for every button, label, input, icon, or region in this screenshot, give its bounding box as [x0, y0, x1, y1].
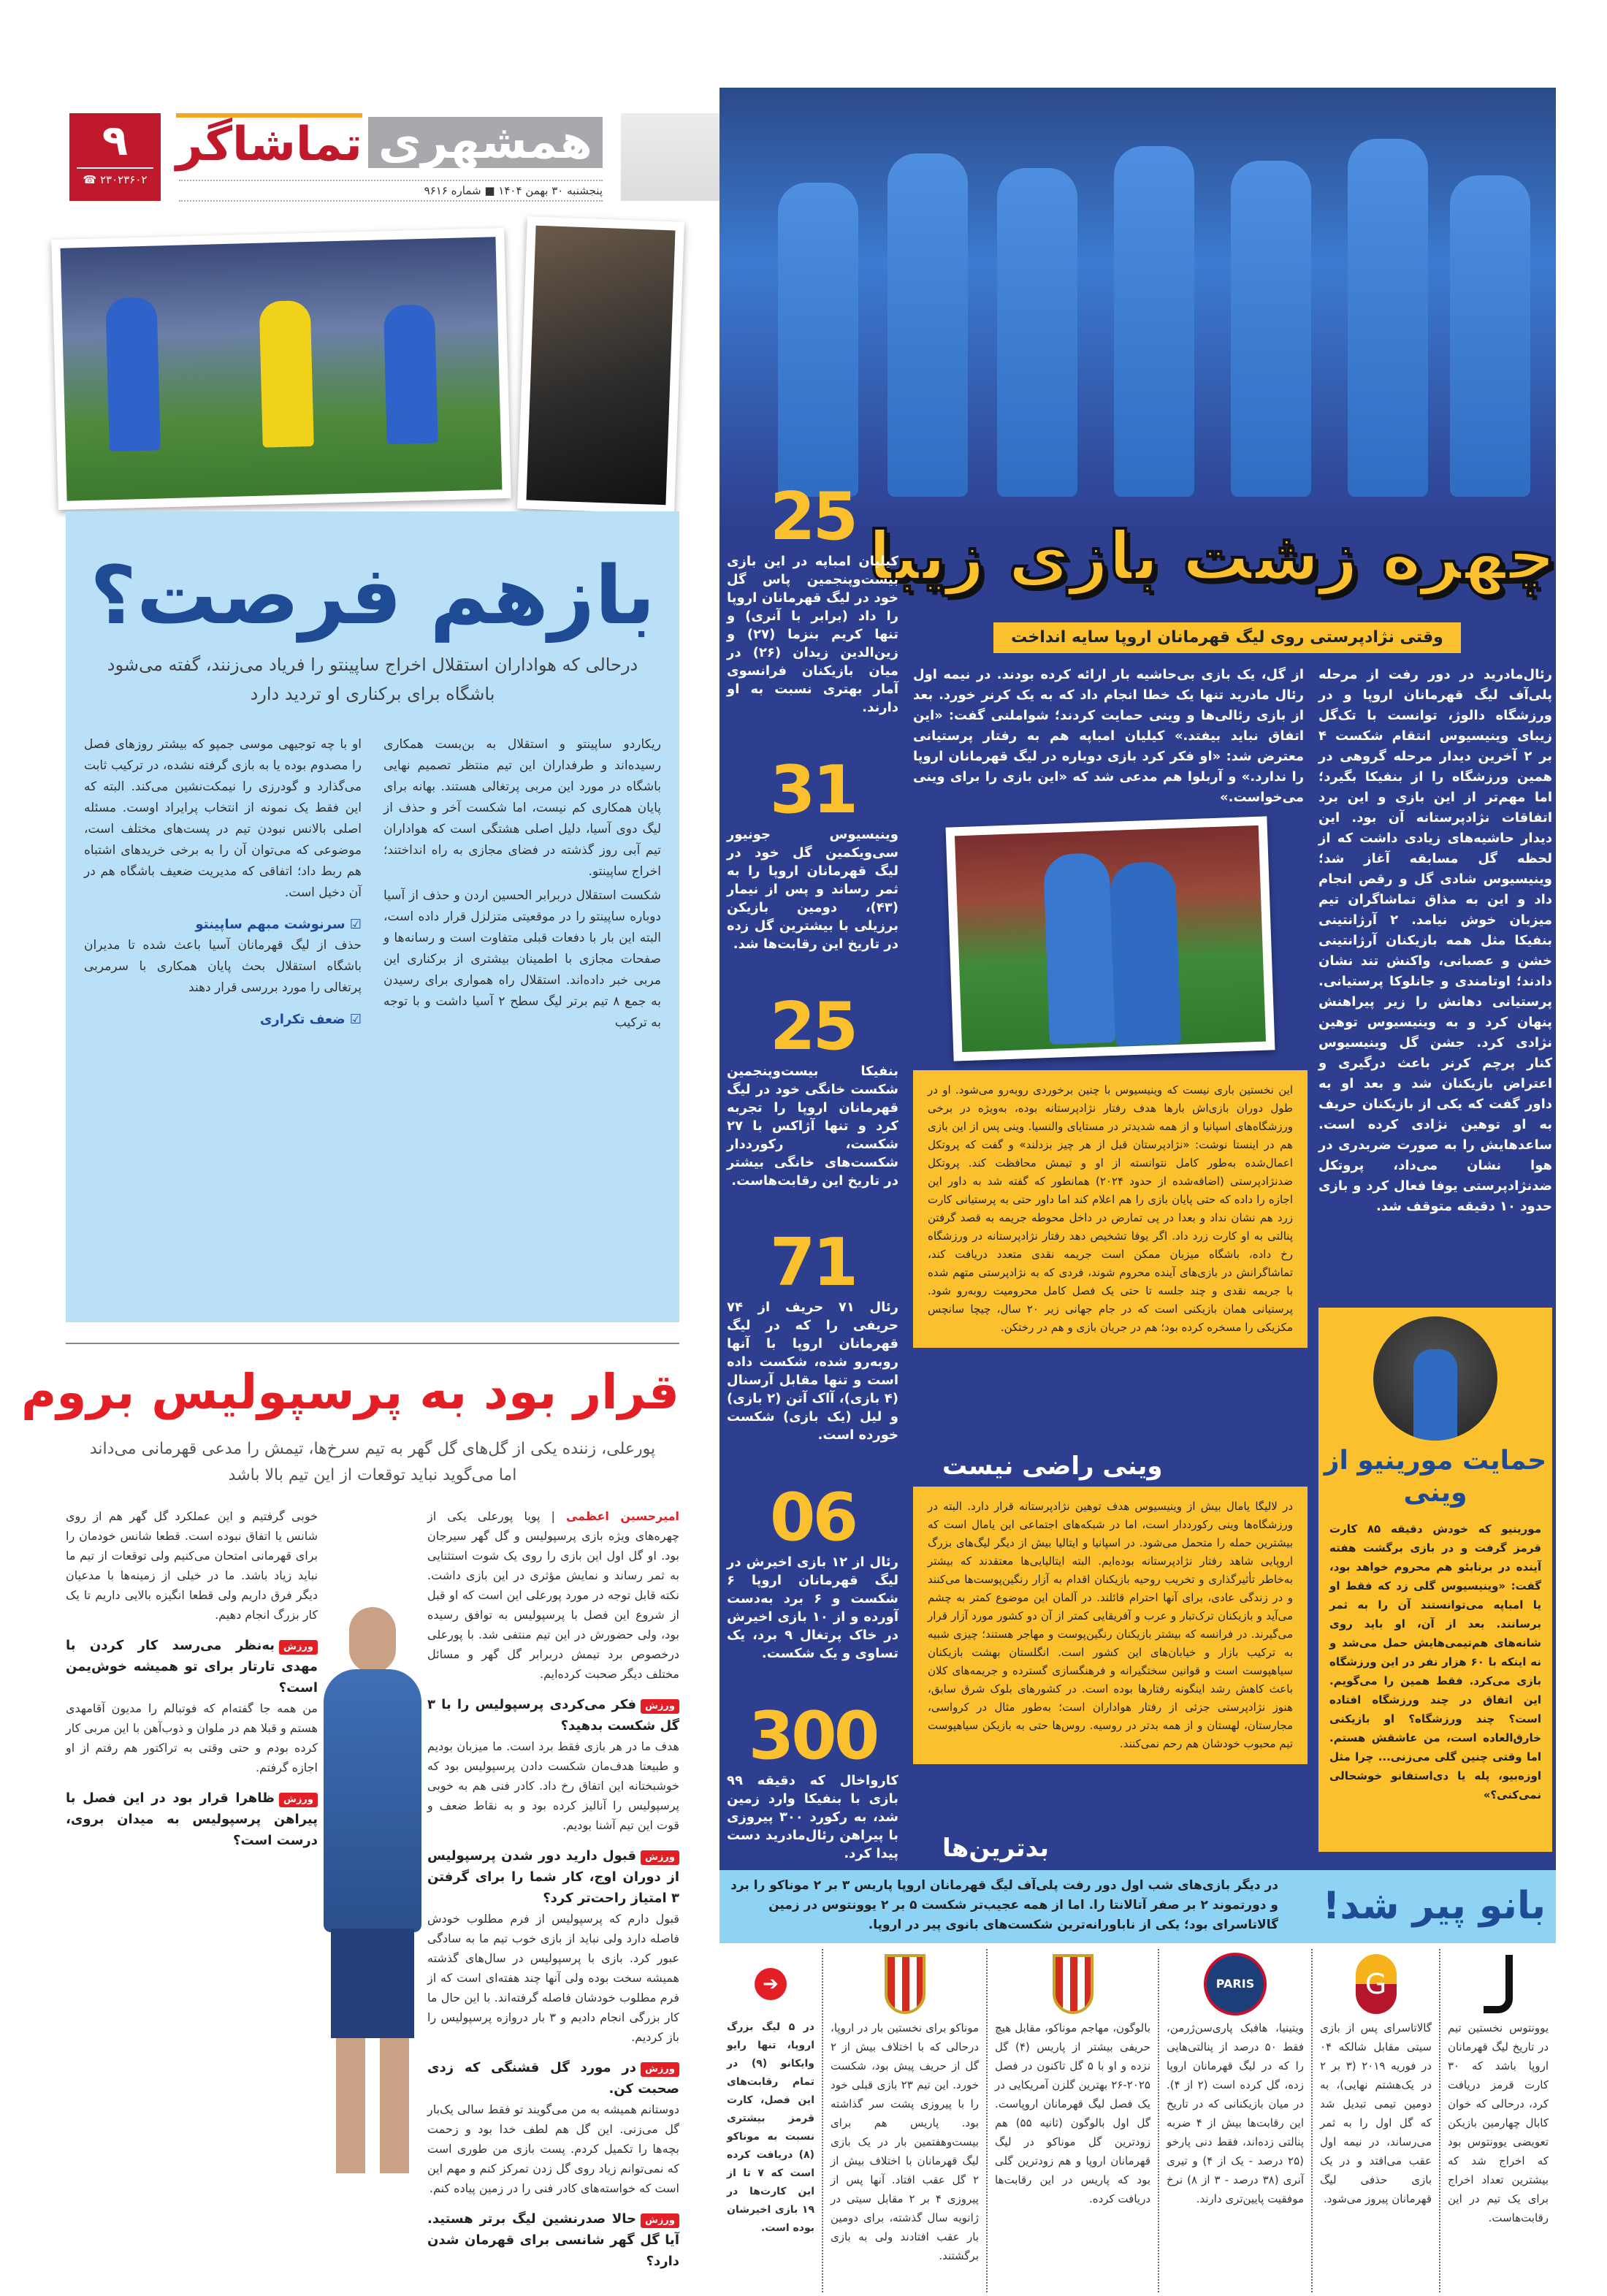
mourinho-box: [1318, 1308, 1552, 1852]
psg-logo: PARIS: [1167, 1949, 1304, 2018]
strip-title: بانو پیر شد!: [1322, 1884, 1546, 1928]
club-fact: بالوگون، مهاجم موناکو، مقابل هیچ حریفی بیشتر از پاریس (۴) گل نزده و او با ۵ گل تاکنون در فصل ۲۰۲۵-۲۶ بهترین گلزن آمریکایی در یک فصل لیگ قهرمانان اروپاست. گل اول بالوگون (ثانیه ۵۵) هم زودترین گل موناکو در لیگ قهرمانان اروپا و هم زودترین گلی بود که پاریس در این رقابت‌ها دریافت کرده.: [986, 1949, 1158, 2292]
box-title: حمایت مورینیو از وینی: [1324, 1446, 1547, 1508]
stat-item: 25 بنفیکا بیست‌وپنجمین شکست خانگی خود در لیگ قهرمانان اروپا را تجربه کرد و تنها آژاکس با ۲۷ شکست، رکورددار شکست‌های خانگی بیشتر در تاریخ این رقابت‌هاست.: [727, 988, 898, 1189]
article-deck: پورعلی، زننده یکی از گل‌های گل گهر به تیم سرخ‌ها، تیمش را مدعی قهرمانی می‌داند اما می‌گوید نباید توقعات از این تیم بالا باشد: [89, 1440, 656, 1484]
newspaper-logo: [175, 102, 603, 183]
real-madrid-players-photo: [719, 88, 1556, 526]
phone-icon: ☎: [83, 173, 97, 186]
stats-column: [727, 478, 899, 1863]
question: ورزشفکر می‌کردی پرسپولیس را با ۳ گل شکست بدهید؟: [427, 1697, 679, 1734]
stat-item: 300 کارواخال که دقیقه ۹۹ بازی با بنفیکا وارد زمین شد، به رکورد ۳۰۰ پیروزی با پیراهن رئال‌مادرید دست پیدا کرد.: [727, 1697, 898, 1861]
article-title: قرار بود به پرسپولیس بروم: [21, 1364, 679, 1420]
article-deck: درحالی که هواداران استقلال اخراج ساپینتو را فریاد می‌زنند، گفته می‌شود باشگاه برای برکناری او تردید دارد: [107, 655, 638, 704]
stat-item: 06 رئال از ۱۲ بازی اخیرش در لیگ قهرمانان اروپا ۶ شکست و ۶ برد به‌دست آورده و از ۱۰ بازی اخیرش در خاک پرتغال ۹ برد، یک تساوی و یک شکست.: [727, 1479, 898, 1662]
article-column: او با چه توجیهی موسی جمپو که بیشتر روزهای فصل را مصدوم بوده یا به بازی گرفته نشده، در ترکیب ثابت می‌گذارد و گودرزی را نیمکت‌نشین می‌کند. البته که این فقط یک نمونه از انتخاب پرایراد اوست. مسئله اصلی بالانس نبودن تیم در پست‌های مختلف است، موضوعی که می‌توان آن را به برخی خریدهای اشتباه هم ربط داد؛ اتفاقی که مدیریت ضعیف باشگاه هم در آن دخیل است. ☑ سرنوشت مبهم ساپینتو حذف از لیگ قهرمانان آسیا باعث شده تا مدیران باشگاه استقلال بحث پایان همکاری با سرمربی پرتغالی را مورد بررسی قرار دهند ☑ ضعف تکراری: [84, 734, 362, 1037]
club-fact: PARIS ویتینیا، هافبک پاری‌سن‌ژرمن، فقط ۵۰ درصد از پنالتی‌هایی را که در لیگ قهرمانان اروپا زده، گل کرده است (۲ از ۴). در میان بازیکنانی که در تاریخ این رقابت‌ها بیش از ۴ ضربه پنالتی زده‌اند، فقط دنی پارخو (۲۵ درصد - یک از ۴) و تیری آنری (۳۸ درصد - ۳ از ۸) نرخ موفقیت پایین‌تری دارند.: [1158, 1949, 1311, 2292]
logo-grey-text: همشهری: [368, 117, 603, 168]
club-fact: ➔ در ۵ لیگ بزرگ اروپا، تنها رایو وایکانو (۹) در تمام رقابت‌های این فصل، کارت قرمز بیشتری نسبت به موناکو (۸) دریافت کرده است که ۷ تا از این کارت‌ها در ۱۹ بازی اخیرشان بوده است.: [719, 1949, 822, 2292]
monaco-logo: [995, 1949, 1150, 2018]
logo-red-text: تماشاگر: [176, 113, 362, 172]
club-facts: [719, 1949, 1556, 2292]
phone-number: ☎ ۲۳۰۲۳۶۰۲: [77, 167, 153, 186]
banoo-strip: [719, 1870, 1556, 1943]
dateline: پنجشنبه ۳۰ بهمن ۱۴۰۴ ■ شماره ۹۶۱۶: [179, 180, 603, 202]
question: ورزشبه‌نظر می‌رسد کار کردن با مهدی تارتار برای تو همیشه خوش‌یمن است؟: [66, 1638, 318, 1696]
club-fact: یوونتوس نخستین تیم در تاریخ لیگ قهرمانان اروپا باشد که ۳۰ کارت قرمز دریافت کرد، درحالی که خوان کابال چهارمین بازیکن تعویضی یوونتوس بود که اخراج شد که بیشترین تعداد اخراج برای یک تیم در این رقابت‌هاست.: [1439, 1949, 1556, 2292]
subheading: ☑ ضعف تکراری: [259, 1012, 362, 1027]
page-number: ۹: [102, 115, 129, 165]
coach-photo: [517, 216, 684, 514]
box-label: بدترین‌ها: [942, 1834, 1050, 1863]
question: ورزشقبول دارید دور شدن پرسپولیس از دوران اوج، کار شما را برای گرفتن ۳ امتیاز راحت‌تر کرد؟: [427, 1848, 679, 1906]
mourinho-photo: [1373, 1316, 1497, 1441]
monaco-logo: [831, 1949, 979, 2018]
esteghlal-article: [66, 511, 679, 1322]
juventus-logo: [1448, 1949, 1549, 2018]
celebration-photo: [946, 816, 1275, 1061]
feature-subtitle: وقتی نژادپرستی روی لیگ قهرمانان اروپا سایه انداخت: [993, 622, 1461, 653]
byline: امیرحسین اعظمی: [565, 1509, 680, 1523]
question: ورزشدر مورد گل قشنگی که زدی صحبت کن.: [427, 2060, 679, 2097]
page-number-box: [69, 113, 161, 201]
strip-text: در دیگر بازی‌های شب اول دور رفت پلی‌آف لیگ قهرمانان اروپا پاریس ۳ بر ۲ موناکو را برد و دورتموند ۲ بر صفر آتالانتا را. اما از همه عجیب‌تر شکست ۵ بر ۲ یوونتوس در زمین گالاتاسرای بود؛ یکی از ناباورانه‌ترین شکست‌های بانوی پیر در اروپا.: [730, 1878, 1278, 1932]
article-title: بازهم فرصت؟: [90, 549, 655, 642]
subheading: ☑ سرنوشت مبهم ساپینتو: [195, 917, 362, 932]
article-column: ریکاردو ساپینتو و استقلال به بن‌بست همکاری رسیده‌اند و طرفداران این تیم منتظر تصمیم نهایی باشگاه در مورد این مربی پرتغالی هستند. بهانه برای پایان همکاری کم نیست، اما شکست آخر و حذف از لیگ دوی آسیا، دلیل اصلی هشتگی است که هواداران تیم آبی روز گذشته در فضای مجازی به راه انداختند؛ اخراج ساپینتو. شکست استقلال دربرابر الحسین اردن و حذف از آسیا دوباره ساپینتو را در موقعیتی متزلزل قرار داده است، البته این بار با دفعات قبلی متفاوت است و رسانه‌ها و صفحات مجازی با اطمینان بیشتری از برکناری این مربی خبر داده‌اند. استقلال راه همواری برای رسیدن به جمع ۸ تیم برتر لیگ سطح ۲ آسیا داشت و با توجه به ترکیب: [383, 737, 661, 1030]
match-photo: [51, 228, 511, 510]
worst-box: در لالیگا یامال بیش از وینیسیوس هدف توهین نژادپرستانه قرار دارد. البته در ورزشگاه‌ها وینی رکورددار است، اما در شبکه‌های اجتماعی این یامال است که بیشترین حمله را متحمل می‌شود. در اسپانیا و ایتالیا بیش از دیگر لیگ‌های بزرگ اروپایی شاهد رفتار نژادپرستانه بوده‌ایم. البته ایتالیایی‌ها معتقدند که بیشتر به‌خاطر تأثیرگذاری و تخریب روحیه بازیکنان اقدام به آزار رنگین‌پوست‌ها می‌کنند و در زندگی عادی، برای آنها احترام قائلند. در آلمان این موضوع کمتر به چشم می‌آید و بازیکنان ترک‌تبار و عرب و آفریقایی کمتر از آن دو کشور مورد آزار قرار می‌گیرند. در فرانسه که بیشتر بازیکنان رنگین‌پوست و مهاجر هستند؛ چیزی شبیه به ترکیب بازار و خیابان‌های این کشور است. انگلستان بهشت بازیکنان سیاهپوست است و قوانین سختگیرانه و فرهنگسازی گسترده و جریمه‌های کلان باعث کاهش رشد اینگونه رفتارها بوده است. در کشورهای بلوک شرق سابق، هنوز نژادپرستی جزئی از رفتار هواداران است؛ به‌طور مثال در کرواسی، مجارستان، لهستان و از همه بدتر در روسیه. روس‌ها حتی به بازیکن سیاهپوست تیم محبوب خودشان هم رحم نمی‌کنند.: [913, 1487, 1308, 1764]
question: ورزشحالا صدرنشین لیگ برتر هستید. آیا گل گهر شانسی برای قهرمان شدن دارد؟: [427, 2211, 679, 2269]
stat-item: 71 رئال ۷۱ حریف از ۷۴ حریفی را که در لیگ قهرمانان اروپا با آنها روبه‌رو شده، شکست داده است و تنها مقابل آرسنال (۴ بازی)، آاک آتن (۲ بازی) و لیل (یک بازی) شکست خورده است.: [727, 1224, 898, 1443]
box-text: مورینیو که خودش دقیقه ۸۵ کارت قرمز گرفت و در بازی برگشت هفته آینده در برنابئو هم محروم خواهد بود، گفت: «وینیسیوس گلی زد که فقط او یا امباپه می‌توانستند آن را به ثمر برسانند. بعد از آن، او باید روی شانه‌های هم‌تیمی‌هایش حمل می‌شد و نه اینکه با ۶۰ هزار نفر در این ورزشگاه بازی می‌کرد. فقط همین را می‌گویم. این اتفاق در چند ورزشگاه افتاده است؟ چند ورزشگاه؟ او بازیکنی خارق‌العاده است، من عاشقش هستم. اما وقتی چنین گلی می‌زنی... چرا مثل اوزه‌بیو، پله یا دی‌استفانو خوشحالی نمی‌کنی؟»: [1329, 1522, 1541, 1801]
arrow-icon: ➔: [727, 1949, 814, 2018]
feature-title: چهره زشت بازی زیبا: [868, 517, 1556, 595]
club-fact: G گالاتاسرای پس از بازی سیتی مقابل شالکه ۰۴ در فوریه ۲۰۱۹ (۳ بر ۲ در یک‌هشتم نهایی)، به دومین تیمی تبدیل شد که گل اول را به ثمر می‌رساند، در نیمه اول عقب می‌افتد و در یک بازی حذفی لیگ قهرمانان پیروز می‌شود.: [1311, 1949, 1439, 2292]
interview-column: امیرحسین اعظمی | پویا پورعلی یکی از چهره‌های ویژه بازی پرسپولیس و گل گهر سیرجان بود. او گل اول این بازی را روی یک شوت استثنایی به ثمر رساند و نمایش مؤثری در این بازی داشت. نکته قابل توجه در مورد پورعلی این است که او قبل از شروع این فصل با پرسپولیس به توافق رسیده بود، ولی حضورش در این تیم منتفی شد. با پورعلی درخصوص برد تیمش دربرابر گل گهر و مسائل مختلف دیگر صحبت کرده‌ایم. ورزشفکر می‌کردی پرسپولیس را با ۳ گل شکست بدهید؟ هدف ما در هر بازی فقط برد است. ما میزبان بودیم و طبیعتا هدف‌مان شکست دادن پرسپولیس بود که خوشبختانه این اتفاق رخ داد. کادر فنی هم به خوبی پرسپولیس را آنالیز کرده بود و به نقاط ضعف و قوت این تیم آشنا بودیم. ورزشقبول دارید دور شدن پرسپولیس از دوران اوج، کار شما را برای گرفتن ۳ امتیاز راحت‌تر کرد؟ قبول دارم که پرسپولیس از فرم مطلوب خودش فاصله دارد ولی نباید از بازی خوب تیم ما به سادگی عبور کرد. بازی با پرسپولیس در سال‌های گذشته همیشه سخت بوده ولی آنها چند هفته‌ای است که از فرم مطلوب خودشان فاصله گرفته‌اند. با این حال ما کار بزرگی انجام دادیم و ۳ بار دروازه پرسپولیس را باز کردیم. ورزشدر مورد گل قشنگی که زدی صحبت کن. دوستانم همیشه به من می‌گویند تو فقط سالی یک‌بار گل می‌زنی. این گل هم لطف خدا بود و زحمت بچه‌ها را تکمیل کردم. پست بازی من طوری است که نمی‌توانم زیاد روی گل زدن تمرکز کنم و مهم این است که خواسته‌های کادر فنی را در زمین پیاده کنم. ورزشحالا صدرنشین لیگ برتر هستید. آیا گل گهر شانسی برای قهرمان شدن دارد؟ خوبی گرفتیم و این عملکرد گل گهر هم از روی شانس یا اتفاق نبوده است. قطعا شانس خودمان را برای قهرمانی امتحان می‌کنیم ولی توقعات از تیم ما نباید زیاد باشد. ما در خیلی از زمینه‌ها با مدعیان دیگر فرق داریم ولی قطعا انگیزه بالایی داریم تا یک کار بزرگ انجام دهیم. ورزشبه‌نظر می‌رسد کار کردن با مهدی تارتار برای تو همیشه خوش‌یمن است؟ من همه جا گفته‌ام که فوتبالم را مدیون آقامهدی هستم و قبلا هم در ملوان و ذوب‌آهن با این مربی کار کرده بودم و حتی وقتی به تراکتور هم رفتم از او اجازه گرفتم. ورزشظاهرا قرار بود در این فصل با پیراهن پرسپولیس به میدان بروی، درست است؟: [66, 1506, 679, 2288]
question: ورزشظاهرا قرار بود در این فصل با پیراهن پرسپولیس به میدان بروی، درست است؟: [66, 1790, 318, 1848]
feature-body: از گل، یک بازی بی‌حاشیه بار ارائه کرده بودند. در نیمه اول رئال مادرید تنها یک خطا انجام داد که به یک کرنر خورد. بعد از بازی رئالی‌ها و وینی حمایت کردند؛ شواملنی گفت: «این اتفاق نباید بیفتد.» کیلیان امباپه هم به رفتار پرستیانی معترض شد: «او فکر کرد بازی دوباره در لیگ قهرمانان اروپا را ندارد.» و آربلوا هم مدعی شد که «این بازی را برای وینی می‌خواست.»: [913, 667, 1304, 805]
stat-item: 31 وینیسیوس جونیور سی‌ویکمین گل خود در لیگ قهرمانان اروپا را به ثمر رساند و پس از نیمار (۴۳)، دومین بازیکن برزیلی با بیشترین گل زده در تاریخ این رقابت‌ها شد.: [727, 751, 898, 952]
club-fact: موناکو برای نخستین بار در اروپا، درحالی که با اختلاف بیش از ۲ گل از حریف پیش بود، شکست خورد. این تیم ۲۳ بازی قبلی خود را با پیروزی پشت سر گذاشته بود. پاریس هم برای بیست‌وهفتمین بار در یک بازی لیگ قهرمانان با اختلاف بیش از ۲ گل عقب افتاد. آنها پس از پیروزی ۴ بر ۲ مقابل سیتی در ژانویه سال گذشته، برای دومین بار عقب افتادند ولی به بازی برگشتند.: [822, 1949, 986, 2292]
box-label: وینی راضی نیست: [942, 1452, 1163, 1481]
galatasaray-logo: G: [1320, 1949, 1432, 2018]
divider: [66, 1343, 679, 1344]
vini-box: این نخستین باری نیست که وینیسیوس با چنین برخوردی روبه‌رو می‌شود. او در طول دوران بازی‌اش بارها هدف رفتار نژادپرستانه بوده، به‌ویژه در برخی ورزشگاه‌های اسپانیا و از همه شدیدتر در مستایای والنسیا. وینی پس از این بازی هم در اینستا نوشت: «نژادپرستان قبل از هر چیز بزدلند» و گفت که پروتکل اعمال‌شده به‌طور کامل نتوانسته از او و تیمش محافظت کند. پروتکل ضدنژادپرستی (اضافه‌شده از حدود ۲۰۲۴) همانطور که گفته شد به داور این اجازه را داده که حتی پایان بازی را هم اعلام کند اما داور حتی به پرستیانی کارت زرد هم نشان نداد و بعدا در پی تمارض در داخل محوطه جریمه به قصد گرفتن پنالتی به او کارت زرد داد. اگر یوفا تشخیص دهد رفتار نژادپرستانه در ورزشگاه رخ داده، باشگاه میزبان ممکن است جریمه نقدی متعدد دریافت کند، تماشاگرانش در بازی‌های آینده محروم شوند، فردی که به نژادپرستی متهم شده با جریمه نقدی و چند جلسه تا حتی یک فصل کامل محرومیت روبه‌رو شود. پرستیانی همان بازیکنی است که در جام جهانی زیر ۲۰ سال، چیچا سانچس مکزیکی را مسخره کرده بود؛ هم در جریان بازی و هم در رختکن.: [913, 1070, 1308, 1348]
stat-item: 25 کیلیان امباپه در این بازی بیست‌وپنجمین پاس گل خود در لیگ قهرمانان اروپا را داد (برابر با آنری) و تنها کریم بنزما (۲۷) و زین‌الدین زیدان (۲۶) در میان بازیکنان فرانسوی آمار بهتری نسبت به او دارند.: [727, 478, 899, 715]
feature-body: رئال‌مادرید در دور رفت از مرحله پلی‌آف لیگ قهرمانان اروپا و در ورزشگاه دالوژ، توانست با تک‌گل زیبای وینیسیوس انتقام شکست ۴ بر ۲ آخرین دیدار مرحله گروهی در همین ورزشگاه را از بنفیکا بگیرد؛ اما مهم‌تر از این بازی و این برد اتفاقات نژادپرستانه آن بود. این دیدار حاشیه‌های زیادی داشت که از لحظه گل مسابقه آغاز شد؛ وینیسیوس شادی گل و رقص انجام داد و این به مذاق تماشاگران تیم میزبان خوش نیامد. ۲ آرژانتینی بنفیکا مثل همه بازیکنان آرژانتینی خشن و عصبانی، واکنش تند نشان دادند؛ اوتامندی و جانلوکا پرستیانی. پرستیانی دهانش را زیر پیراهنش پنهان کرد و به وینیسیوس توهین نژادی کرد. جشن گل وینیسیوس کنار پرچم کرنر باعث درگیری و اعتراض بازیکنان شد و بعد او به داور گفت که یکی از بازیکنان حریف به او توهین نژادی کرده است. ساعدهایش را به صورت ضربدری در هوا نشان می‌داد، پروتکل ضدنژادپرستی یوفا فعال کرد و بازی حدود ۱۰ دقیقه متوقف شد.: [1318, 667, 1552, 1214]
